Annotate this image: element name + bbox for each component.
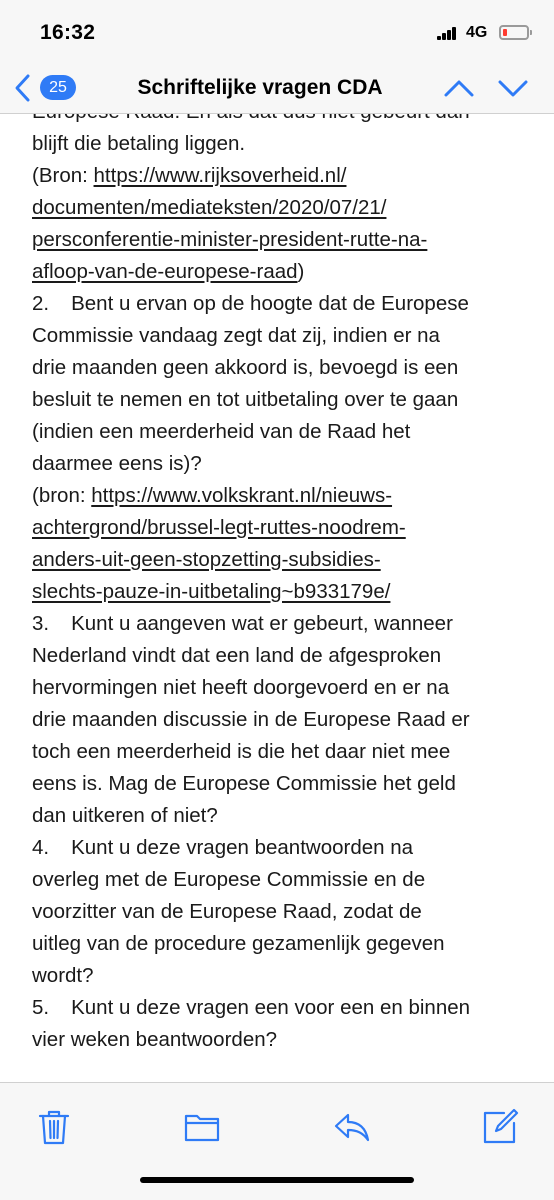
compose-button[interactable] bbox=[480, 1107, 520, 1147]
question-text: Kunt u deze vragen een voor een en binnen bbox=[71, 996, 471, 1019]
chevron-down-icon bbox=[496, 73, 530, 103]
question-3-line: Nederland vindt dat een land de afgesproken bbox=[32, 644, 442, 667]
move-to-folder-button[interactable] bbox=[182, 1107, 222, 1147]
question-4-line: voorzitter van de Europese Raad, zodat de bbox=[32, 900, 422, 923]
source-prefix: (Bron: bbox=[32, 164, 94, 187]
question-3-line: toch een meerderheid is die het daar niet mee bbox=[32, 740, 451, 763]
paragraph-text: blijft die betaling liggen. bbox=[32, 132, 246, 155]
source-link-1[interactable]: documenten/mediateksten/2020/07/21/ bbox=[32, 196, 387, 219]
question-text: Kunt u deze vragen beantwoorden na bbox=[71, 836, 414, 859]
chevron-up-icon bbox=[442, 73, 476, 103]
source-citation-1 bbox=[32, 160, 532, 192]
chevron-left-icon bbox=[14, 73, 32, 103]
network-type: 4G bbox=[466, 24, 488, 41]
question-2-line: besluit te nemen en tot uitbetaling over te gaan bbox=[32, 388, 459, 411]
question-text: Bent u ervan op de hoogte dat de Europese bbox=[71, 292, 469, 315]
status-time: 16:32 bbox=[40, 21, 96, 44]
source-link-1[interactable]: afloop-van-de-europese-raad bbox=[32, 260, 298, 283]
next-message-button[interactable] bbox=[496, 73, 530, 103]
question-number: 3. bbox=[32, 612, 50, 635]
question-4-line: wordt? bbox=[32, 964, 94, 987]
source-citation-2-cont bbox=[32, 544, 532, 576]
question-5-line: vier weken beantwoorden? bbox=[32, 1028, 278, 1051]
status-bar bbox=[0, 0, 554, 62]
question-4 bbox=[32, 832, 532, 864]
question-2-line: daarmee eens is)? bbox=[32, 452, 202, 475]
question-3-line: eens is. Mag de Europese Commissie het geld bbox=[32, 772, 456, 795]
question-2 bbox=[32, 288, 532, 320]
source-link-1[interactable]: https://www.rijksoverheid.nl/ bbox=[93, 164, 347, 187]
source-link-2[interactable]: slechts-pauze-in-uitbetaling~b933179e/ bbox=[32, 580, 391, 603]
reply-icon bbox=[332, 1107, 372, 1147]
previous-message-button[interactable] bbox=[442, 73, 476, 103]
cellular-signal-icon bbox=[437, 27, 457, 40]
question-4-line: uitleg van de procedure gezamenlijk gegeven bbox=[32, 932, 445, 955]
question-3-line: drie maanden discussie in de Europese Raad er bbox=[32, 708, 470, 731]
compose-icon bbox=[480, 1107, 520, 1147]
question-text: Kunt u aangeven wat er gebeurt, wanneer bbox=[71, 612, 453, 635]
source-citation-2-cont bbox=[32, 576, 532, 608]
source-link-2[interactable]: anders-uit-geen-stopzetting-subsidies- bbox=[32, 548, 381, 571]
question-2-line: Commissie vandaag zegt dat zij, indien er na bbox=[32, 324, 440, 347]
question-3 bbox=[32, 608, 532, 640]
source-citation-1-cont bbox=[32, 192, 532, 224]
back-button[interactable] bbox=[14, 70, 84, 106]
question-3-line: dan uitkeren of niet? bbox=[32, 804, 218, 827]
question-number: 5. bbox=[32, 996, 50, 1019]
trash-icon bbox=[34, 1107, 74, 1147]
source-citation-1-cont bbox=[32, 256, 532, 288]
source-suffix: ) bbox=[297, 260, 305, 283]
question-2-line: drie maanden geen akkoord is, bevoegd is een bbox=[32, 356, 459, 379]
source-citation-2-cont bbox=[32, 512, 532, 544]
message-body bbox=[0, 96, 554, 1061]
question-2-line: (indien een meerderheid van de Raad het bbox=[32, 420, 411, 443]
reply-button[interactable] bbox=[332, 1107, 372, 1147]
question-3-line: hervormingen niet heeft doorgevoerd en er na bbox=[32, 676, 450, 699]
home-indicator bbox=[140, 1177, 414, 1183]
unread-count-badge: 25 bbox=[40, 75, 76, 100]
source-link-2[interactable]: achtergrond/brussel-legt-ruttes-noodrem- bbox=[32, 516, 406, 539]
question-4-line: overleg met de Europese Commissie en de bbox=[32, 868, 426, 891]
question-number: 4. bbox=[32, 836, 50, 859]
folder-icon bbox=[182, 1107, 222, 1147]
navigation-bar bbox=[0, 62, 554, 114]
source-link-1[interactable]: persconferentie-minister-president-rutte-na- bbox=[32, 228, 428, 251]
question-number: 2. bbox=[32, 292, 50, 315]
page-title: Schriftelijke vragen CDA bbox=[137, 76, 383, 99]
source-prefix: (bron: bbox=[32, 484, 92, 507]
source-citation-2 bbox=[32, 480, 532, 512]
question-5 bbox=[32, 992, 532, 1024]
source-citation-1-cont bbox=[32, 224, 532, 256]
source-link-2[interactable]: https://www.volkskrant.nl/nieuws- bbox=[91, 484, 393, 507]
battery-icon bbox=[499, 25, 529, 40]
delete-button[interactable] bbox=[34, 1107, 74, 1147]
